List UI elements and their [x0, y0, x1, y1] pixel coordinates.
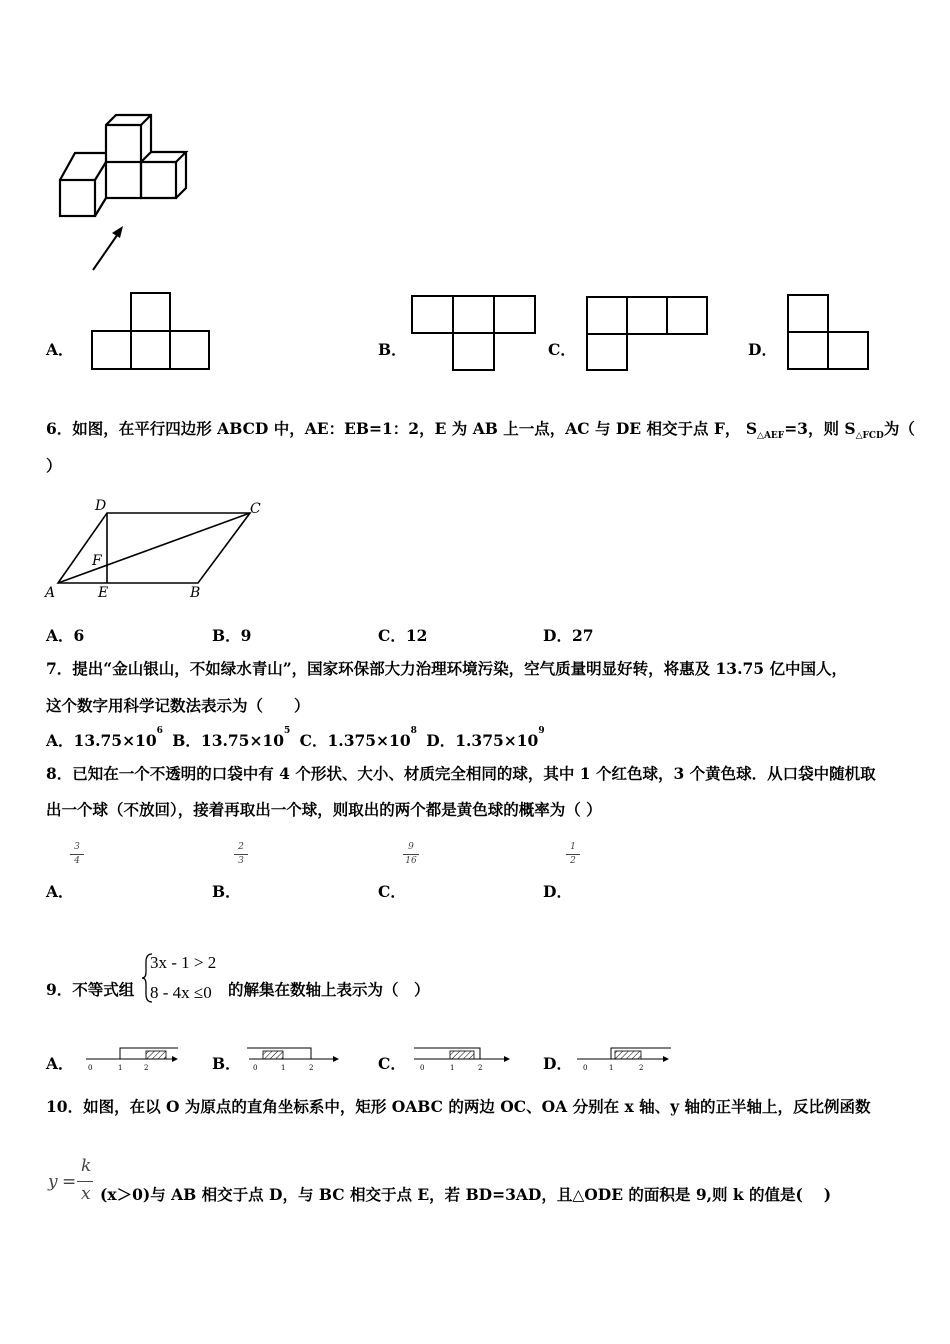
- svg-text:2: 2: [309, 1064, 314, 1072]
- q5-option-b-label[interactable]: B．: [378, 340, 407, 359]
- q7-stem-line2: 这个数字用科学记数法表示为（ ）: [46, 696, 310, 715]
- svg-text:1: 1: [609, 1064, 614, 1072]
- svg-text:0: 0: [253, 1064, 258, 1072]
- q8-option-a-fraction: 3 4: [70, 842, 84, 867]
- q9-inequality-2: 8 - 4x ≤0: [150, 983, 212, 1002]
- q5-option-a-figure[interactable]: [90, 292, 215, 372]
- svg-text:1: 1: [118, 1064, 123, 1072]
- svg-text:2: 2: [144, 1064, 149, 1072]
- svg-text:0: 0: [88, 1064, 93, 1072]
- svg-text:1: 1: [450, 1064, 455, 1072]
- q6-label-b: B: [190, 585, 201, 601]
- q9-option-b-numberline[interactable]: [245, 1044, 345, 1074]
- q5-option-a-label[interactable]: A．: [46, 340, 74, 359]
- q6-stem: 6．如图，在平行四边形 ABCD 中，AE：EB=1：2，E 为 AB 上一点，AC 与 DE 相交于点 F， $S_{\triangle AEF}=3$，则 $S_{\triangle FCD}$为（: [46, 419, 915, 441]
- svg-text:0: 0: [420, 1064, 425, 1072]
- svg-text:0: 0: [583, 1064, 588, 1072]
- q7-option-b[interactable]: B．$13.75\times 10^5$: [172, 726, 291, 750]
- q10-stem-line2: (x＞0)与 AB 相交于点 D，与 BC 相交于点 E，若 BD=3AD，且△ODE 的面积是 9,则 k 的值是( ): [100, 1185, 832, 1204]
- q9-suffix: 的解集在数轴上表示为（ ）: [228, 980, 430, 999]
- q6-parallelogram-figure: [40, 493, 270, 605]
- q8-option-b[interactable]: B．: [212, 882, 241, 901]
- q7-option-a[interactable]: A．$13.75\times 10^6$: [46, 726, 163, 750]
- q8-option-c[interactable]: C．: [378, 882, 406, 901]
- q6-label-c: C: [250, 501, 261, 517]
- q6-stem-line2: ）: [46, 456, 62, 475]
- q5-option-c-figure[interactable]: [585, 295, 710, 373]
- q9-option-d-label[interactable]: D．: [543, 1054, 572, 1073]
- q8-option-d-fraction: 1 2: [566, 842, 580, 867]
- q6-label-d: D: [95, 498, 107, 514]
- q9-prefix: 9．不等式组: [46, 980, 135, 999]
- q10-stem: 10．如图，在以 O 为原点的直角坐标系中，矩形 OABC 的两边 OC、OA 分别在 x 轴、y 轴的正半轴上，反比例函数: [46, 1097, 871, 1116]
- q6-option-d[interactable]: D．27: [543, 626, 594, 645]
- q6-label-a: A: [45, 585, 56, 601]
- q7-option-d[interactable]: D．$1.375\times 10^9$: [426, 726, 545, 750]
- q7-option-c[interactable]: C．$1.375\times 10^8$: [299, 726, 417, 750]
- q8-option-c-fraction: 9 16: [403, 842, 419, 867]
- q6-label-f: F: [92, 553, 102, 569]
- q9-option-c-numberline[interactable]: [412, 1042, 517, 1074]
- q8-stem: 8．已知在一个不透明的口袋中有 4 个形状、大小、材质完全相同的球，其中 1 个红色球，3 个黄色球．从口袋中随机取: [46, 764, 876, 783]
- q6-option-b[interactable]: B．9: [212, 626, 252, 645]
- svg-text:2: 2: [478, 1064, 483, 1072]
- q9-option-c-label[interactable]: C．: [378, 1054, 406, 1073]
- svg-text:2: 2: [639, 1064, 644, 1072]
- q5-option-d-figure[interactable]: [785, 293, 873, 373]
- q10-function-formula: y = k x: [48, 1156, 92, 1204]
- q8-option-b-fraction: 2 3: [234, 842, 248, 867]
- q9-option-a-label[interactable]: A．: [46, 1054, 74, 1073]
- svg-text:1: 1: [281, 1064, 286, 1072]
- q9-option-b-label[interactable]: B．: [212, 1054, 241, 1073]
- q9-inequality-1: 3x - 1 > 2: [150, 953, 217, 972]
- q5-option-b-figure[interactable]: [410, 294, 540, 374]
- q7-options: [46, 726, 545, 751]
- cube-stack-figure: [50, 105, 200, 280]
- q6-option-a[interactable]: A．6: [46, 626, 85, 645]
- q8-stem-line2: 出一个球（不放回），接着再取出一个球，则取出的两个都是黄色球的概率为（ ）: [46, 800, 602, 819]
- q8-option-d[interactable]: D．: [543, 882, 572, 901]
- q6-option-c[interactable]: C．12: [378, 626, 428, 645]
- q5-option-d-label[interactable]: D．: [748, 340, 777, 359]
- q7-stem: 7．提出“金山银山，不如绿水青山”，国家环保部大力治理环境污染，空气质量明显好转，将惠及 13.75 亿中国人，: [46, 659, 847, 678]
- q5-option-c-label[interactable]: C．: [548, 340, 576, 359]
- q9-option-a-numberline[interactable]: [82, 1044, 182, 1074]
- q6-label-e: E: [98, 585, 109, 601]
- q8-option-a[interactable]: A．: [46, 882, 74, 901]
- q9-option-d-numberline[interactable]: [575, 1042, 680, 1074]
